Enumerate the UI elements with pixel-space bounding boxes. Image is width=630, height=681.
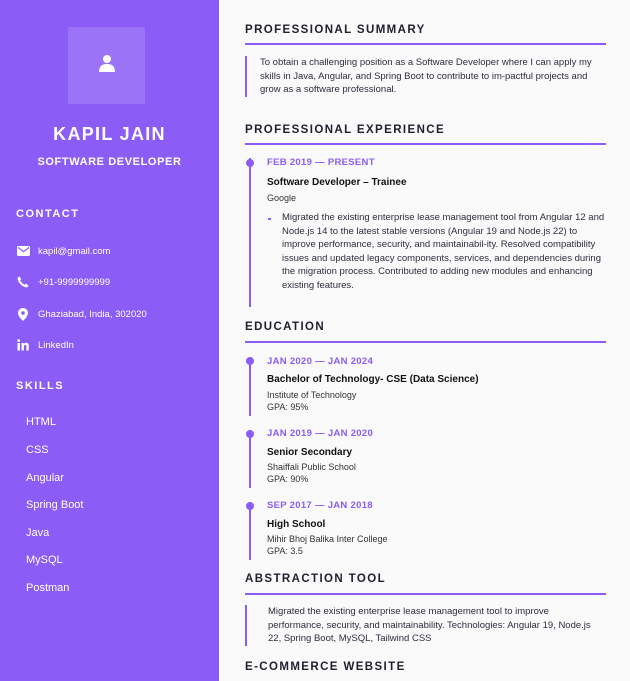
bullet-marker [268, 218, 271, 220]
education-timeline [249, 502, 251, 560]
skill-item: Spring Boot [26, 499, 84, 511]
contact-location-text: Ghaziabad, India, 302020 [38, 308, 147, 320]
education-gpa: GPA: 3.5 [267, 546, 303, 556]
education-date: JAN 2019 — JAN 2020 [267, 428, 374, 439]
education-date: JAN 2020 — JAN 2024 [267, 356, 374, 367]
education-gpa: GPA: 95% [267, 402, 309, 412]
contact-phone[interactable] [16, 275, 110, 289]
skills-heading: SKILLS [16, 380, 65, 392]
profile-name: KAPIL JAIN [53, 124, 166, 144]
profile-role: SOFTWARE DEVELOPER [37, 156, 182, 168]
avatar [68, 27, 145, 104]
skill-item: CSS [26, 444, 49, 456]
education-gpa: GPA: 90% [267, 474, 309, 484]
contact-email-text: kapil@gmail.com [38, 245, 111, 257]
experience-title: Software Developer – Trainee [267, 177, 407, 188]
sidebar [0, 0, 219, 681]
summary-divider [245, 43, 606, 45]
contact-location [16, 307, 147, 321]
education-date: SEP 2017 — JAN 2018 [267, 500, 373, 511]
experience-heading: PROFESSIONAL EXPERIENCE [245, 124, 446, 136]
user-icon [98, 54, 116, 77]
contact-phone-text: +91-9999999999 [38, 276, 111, 288]
education-timeline [249, 357, 251, 416]
skill-item: Java [26, 527, 50, 539]
timeline-dot [246, 430, 254, 438]
main-content [219, 0, 630, 681]
education-degree: Bachelor of Technology- CSE (Data Science) [267, 374, 479, 385]
envelope-icon [16, 244, 30, 258]
education-heading: EDUCATION [245, 321, 326, 333]
location-pin-icon [16, 307, 30, 321]
timeline-dot [246, 357, 254, 365]
experience-divider [245, 143, 606, 145]
project-heading: ABSTRACTION TOOL [245, 573, 387, 585]
skill-item: MySQL [26, 554, 63, 566]
summary-text: To obtain a challenging position as a Software Developer where I can apply my skills in Java, Angular, and Spring Boot to contribute to im-pactful projects and grow as a software professional. [245, 56, 606, 97]
experience-company: Google [267, 193, 297, 203]
project-heading: E-COMMERCE WEBSITE [245, 661, 406, 673]
education-school: Institute of Technology [267, 390, 357, 400]
education-divider [245, 341, 606, 343]
project-description: Migrated the existing enterprise lease management tool to improve performance, security, and maintainability. Technologies: Angular 19, Node.js 22, Spring Boot, MySQL, Tailwind CSS [245, 605, 606, 646]
timeline-dot [246, 159, 254, 167]
experience-bullet: Migrated the existing enterprise lease management tool from Angular 12 and Node.js 14 to the latest stable versions (Angular 19 and Node.js 22) to improve performance, security, and maintainabil-ity. Resolved compatibility issues and updated legacy components, services, and dependencies during the migration process. Contributed to adding new modules and enhancing existing features. [282, 212, 605, 291]
education-degree: High School [267, 519, 326, 530]
linkedin-icon [16, 338, 30, 352]
timeline-dot [246, 502, 254, 510]
skill-item: HTML [26, 416, 56, 428]
skill-item: Postman [26, 582, 70, 594]
skill-item: Angular [26, 472, 64, 484]
contact-linkedin-text: LinkedIn [38, 339, 74, 351]
project-divider [245, 593, 606, 595]
experience-date: FEB 2019 — PRESENT [267, 157, 375, 168]
education-degree: Senior Secondary [267, 447, 353, 458]
contact-heading: CONTACT [16, 208, 80, 220]
contact-email[interactable] [16, 244, 110, 258]
education-timeline [249, 430, 251, 488]
education-school: Mihir Bhoj Balika Inter College [267, 534, 388, 544]
contact-linkedin[interactable] [16, 338, 74, 352]
experience-timeline [249, 158, 251, 307]
phone-icon [16, 275, 30, 289]
summary-heading: PROFESSIONAL SUMMARY [245, 24, 426, 36]
education-school: Shaiffali Public School [267, 462, 356, 472]
